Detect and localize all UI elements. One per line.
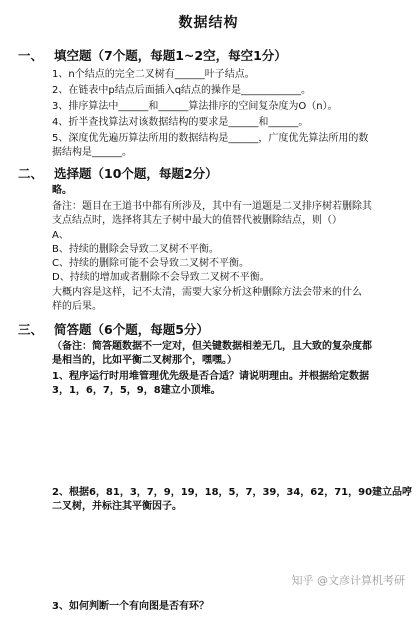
choice-option-c: C、持续的删除可能不会导致二叉树不平衡。 bbox=[52, 258, 249, 269]
section-number: 二、 bbox=[18, 166, 44, 181]
section-title: 选择题（10个题，每题2分） bbox=[54, 166, 218, 181]
short-answer-question-2: 2、根据6，81，3，7，9，19，18，5，7，39，34，62，71，90建立品哼 bbox=[52, 487, 413, 498]
fill-in-question-5: 5、深度优先遍历算法所用的数据结构是______，广度优先算法所用的数 bbox=[52, 133, 369, 144]
short-answer-remark-line-2: 是相当的，比如平衡二叉树那个，嘿嘿。） bbox=[52, 355, 237, 366]
fill-in-question-5-cont: 据结构是______。 bbox=[52, 147, 132, 158]
choice-option-b: B、持续的删除会导致二叉树不平衡。 bbox=[52, 244, 219, 255]
section-short-answer-heading bbox=[18, 320, 209, 338]
section-number: 一、 bbox=[18, 48, 44, 63]
choice-remark-line-2: 支点结点时，选择将其左子树中最大的值替代被删除结点，则（） bbox=[52, 215, 342, 226]
short-answer-question-2-cont: 二叉树，并标注其平衡因子。 bbox=[52, 501, 182, 512]
section-number: 三、 bbox=[18, 322, 44, 337]
section-choice-heading bbox=[18, 164, 218, 182]
choice-remark-line-1: 备注：题目在王道书中都有所涉及，其中有一道题是二叉排序树若删除其 bbox=[52, 201, 372, 212]
choice-omitted-note: 略。 bbox=[52, 185, 72, 196]
short-answer-question-1-cont: 3，1，6，7，5，9，8建立小顶堆。 bbox=[52, 385, 221, 396]
choice-option-a: A、 bbox=[52, 230, 69, 241]
choice-comment-line-1: 大概内容是这样，记不太清，需要大家分析这种删除方法会带来的什么 bbox=[52, 287, 362, 298]
page-title: 数据结构 bbox=[178, 15, 239, 31]
fill-in-question-4: 4、折半查找算法对该数据结构的要求是______和______。 bbox=[52, 117, 309, 128]
short-answer-question-3: 3、如何判断一个有向图是否有环？ bbox=[52, 601, 209, 612]
choice-comment-line-2: 样的后果。 bbox=[52, 301, 102, 312]
short-answer-remark-line-1: （备注：简答题数据不一定对，但关键数据相差无几，且大致的复杂度都 bbox=[52, 341, 372, 352]
section-fill-in-heading bbox=[18, 46, 287, 64]
fill-in-question-3: 3、排序算法中______和______算法排序的空间复杂度为O（n）。 bbox=[52, 101, 338, 112]
fill-in-question-1: 1、n个结点的完全二叉树有______叶子结点。 bbox=[52, 69, 255, 80]
fill-in-question-2: 2、在链表中p结点后面插入q结点的操作是____________。 bbox=[52, 85, 312, 96]
section-title: 简答题（6个题，每题5分） bbox=[54, 322, 209, 337]
section-title: 填空题（7个题，每题1~2空，每空1分） bbox=[54, 48, 287, 63]
choice-option-d: D、持续的增加或者删除不会导致二叉树不平衡。 bbox=[52, 272, 270, 283]
short-answer-question-1: 1、程序运行时用堆管理优先级是否合适？请说明理由。并根据给定数据 bbox=[52, 371, 369, 382]
watermark: 知乎 @文彦计算机考研 bbox=[291, 574, 405, 587]
